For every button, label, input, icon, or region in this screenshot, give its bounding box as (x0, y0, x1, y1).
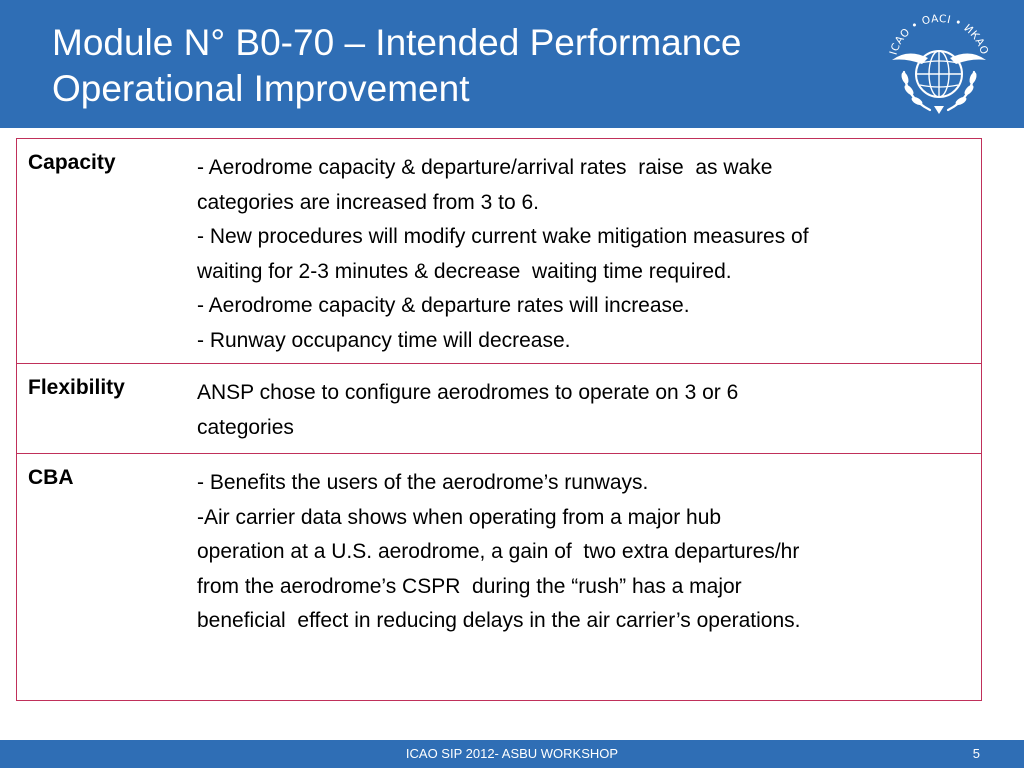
slide-footer (0, 740, 1024, 768)
footer-text: ICAO SIP 2012- ASBU WORKSHOP (405, 746, 619, 761)
page-number: 5 (972, 746, 980, 761)
row-label-flexibility: Flexibility (28, 376, 125, 399)
content-line: categories (197, 415, 294, 439)
content-line: - Runway occupancy time will decrease. (197, 328, 571, 352)
row-content-flexibility (197, 376, 972, 445)
content-line: beneficial effect in reducing delays in the air carrier’s operations. (197, 609, 801, 632)
content-line: - New procedures will modify current wake mitigation measures of (197, 225, 809, 248)
table-row (17, 139, 981, 363)
row-content-capacity (197, 151, 972, 358)
content-line: - Aerodrome capacity & departure rates will increase. (197, 294, 690, 317)
content-line: -Air carrier data shows when operating from a major hub (197, 505, 722, 529)
slide-title (52, 20, 852, 112)
content-line: categories are increased from 3 to 6. (197, 190, 540, 214)
row-label-capacity: Capacity (28, 151, 116, 174)
content-line: operation at a U.S. aerodrome, a gain of two extra departures/hr (197, 540, 800, 563)
content-line: waiting for 2-3 minutes & decrease waiting time required. (197, 259, 732, 283)
slide-title-line-1: Module N° B0-70 – Intended Performance (52, 22, 742, 63)
row-label-cba: CBA (28, 466, 74, 489)
icao-logo-icon (878, 6, 1000, 124)
table-row (17, 363, 981, 453)
content-line: - Benefits the users of the aerodrome’s runways. (197, 471, 649, 494)
content-line: ANSP chose to configure aerodromes to operate on 3 or 6 (197, 381, 739, 404)
content-line: - Aerodrome capacity & departure/arrival rates raise as wake (197, 156, 773, 179)
table-row (17, 453, 981, 701)
performance-table (16, 138, 982, 701)
slide-title-line-2: Operational Improvement (52, 68, 470, 109)
slide-header (0, 0, 1024, 128)
svg-text:ICAO • OACI • ИКАО: ICAO • OACI • ИКАО (887, 12, 991, 57)
row-content-cba (197, 466, 972, 639)
content-line: from the aerodrome’s CSPR during the “rush” has a major (197, 574, 742, 598)
